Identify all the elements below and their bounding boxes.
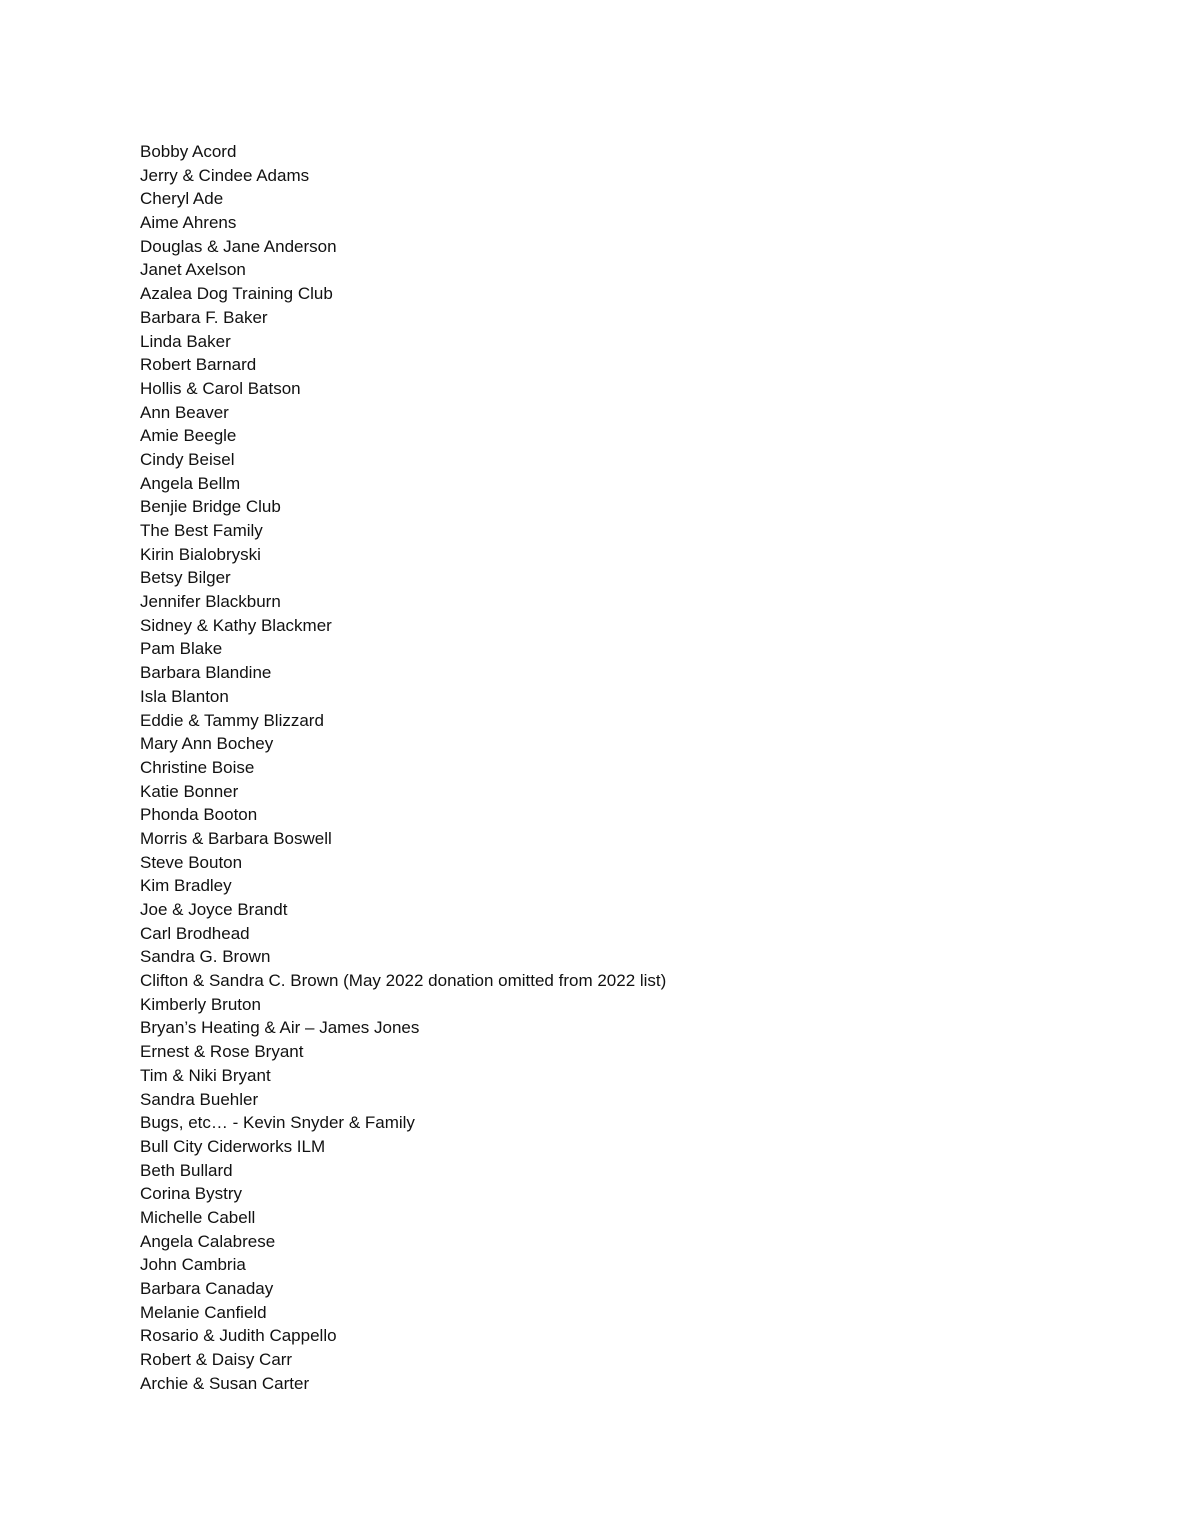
donor-name: Bryan’s Heating & Air – James Jones: [140, 1018, 420, 1038]
donor-name: Barbara Blandine: [140, 663, 272, 683]
donor-name: Kimberly Bruton: [140, 994, 261, 1014]
donor-name: Corina Bystry: [140, 1184, 243, 1204]
donor-name: Bugs, etc… - Kevin Snyder & Family: [140, 1113, 415, 1133]
donor-name: Clifton & Sandra C. Brown (May 2022 donation omitted from 2022 list): [140, 971, 667, 991]
donor-name: Janet Axelson: [140, 260, 246, 280]
donor-name: Barbara F. Baker: [140, 307, 268, 327]
donor-name: Mary Ann Bochey: [140, 734, 274, 754]
donor-name: Robert & Daisy Carr: [140, 1350, 293, 1370]
donor-name: Hollis & Carol Batson: [140, 378, 301, 398]
donor-name: Archie & Susan Carter: [140, 1373, 310, 1393]
donor-name: Amie Beegle: [140, 426, 237, 446]
donor-name: Katie Bonner: [140, 781, 239, 801]
donor-name: Sandra G. Brown: [140, 947, 271, 967]
donor-name: Aime Ahrens: [140, 213, 237, 233]
donor-name: Morris & Barbara Boswell: [140, 828, 332, 848]
donor-name: Douglas & Jane Anderson: [140, 236, 337, 256]
donor-name: Angela Calabrese: [140, 1231, 276, 1251]
donor-name: Kim Bradley: [140, 876, 232, 896]
donor-name: Benjie Bridge Club: [140, 497, 281, 517]
donor-name: John Cambria: [140, 1255, 246, 1275]
donor-name: Angela Bellm: [140, 473, 241, 493]
donor-name: The Best Family: [140, 521, 263, 540]
donor-name: Eddie & Tammy Blizzard: [140, 710, 324, 730]
donor-name: Azalea Dog Training Club: [140, 284, 333, 304]
donor-name: Michelle Cabell: [140, 1207, 256, 1227]
donor-name: Sidney & Kathy Blackmer: [140, 615, 332, 635]
donor-name: Cindy Beisel: [140, 449, 235, 469]
donor-name: Betsy Bilger: [140, 568, 231, 588]
donor-name: Robert Barnard: [140, 355, 257, 375]
donor-name: Sandra Buehler: [140, 1089, 259, 1109]
donor-name: Pam Blake: [140, 639, 223, 659]
donor-name: Beth Bullard: [140, 1160, 233, 1180]
donor-name: Phonda Booton: [140, 805, 258, 825]
donor-name: Tim & Niki Bryant: [140, 1065, 271, 1085]
donor-name: Melanie Canfield: [140, 1302, 267, 1322]
donor-name: Christine Boise: [140, 757, 255, 777]
donor-name: Steve Bouton: [140, 852, 243, 872]
donor-name: Ernest & Rose Bryant: [140, 1042, 304, 1062]
donor-name: Joe & Joyce Brandt: [140, 900, 288, 919]
donor-name: Isla Blanton: [140, 686, 229, 706]
donor-list: [140, 140, 666, 1395]
donor-name: Jerry & Cindee Adams: [140, 165, 310, 185]
donor-name: Bull City Ciderworks ILM: [140, 1136, 326, 1156]
donor-name: Cheryl Ade: [140, 189, 224, 209]
donor-name: Linda Baker: [140, 331, 231, 351]
donor-name: Carl Brodhead: [140, 923, 250, 943]
donor-name: Rosario & Judith Cappello: [140, 1326, 337, 1346]
donor-name: Barbara Canaday: [140, 1279, 274, 1298]
donor-name: Bobby Acord: [140, 142, 237, 161]
donor-name: Jennifer Blackburn: [140, 592, 281, 612]
donor-name: Ann Beaver: [140, 402, 229, 422]
donor-name: Kirin Bialobryski: [140, 544, 261, 564]
